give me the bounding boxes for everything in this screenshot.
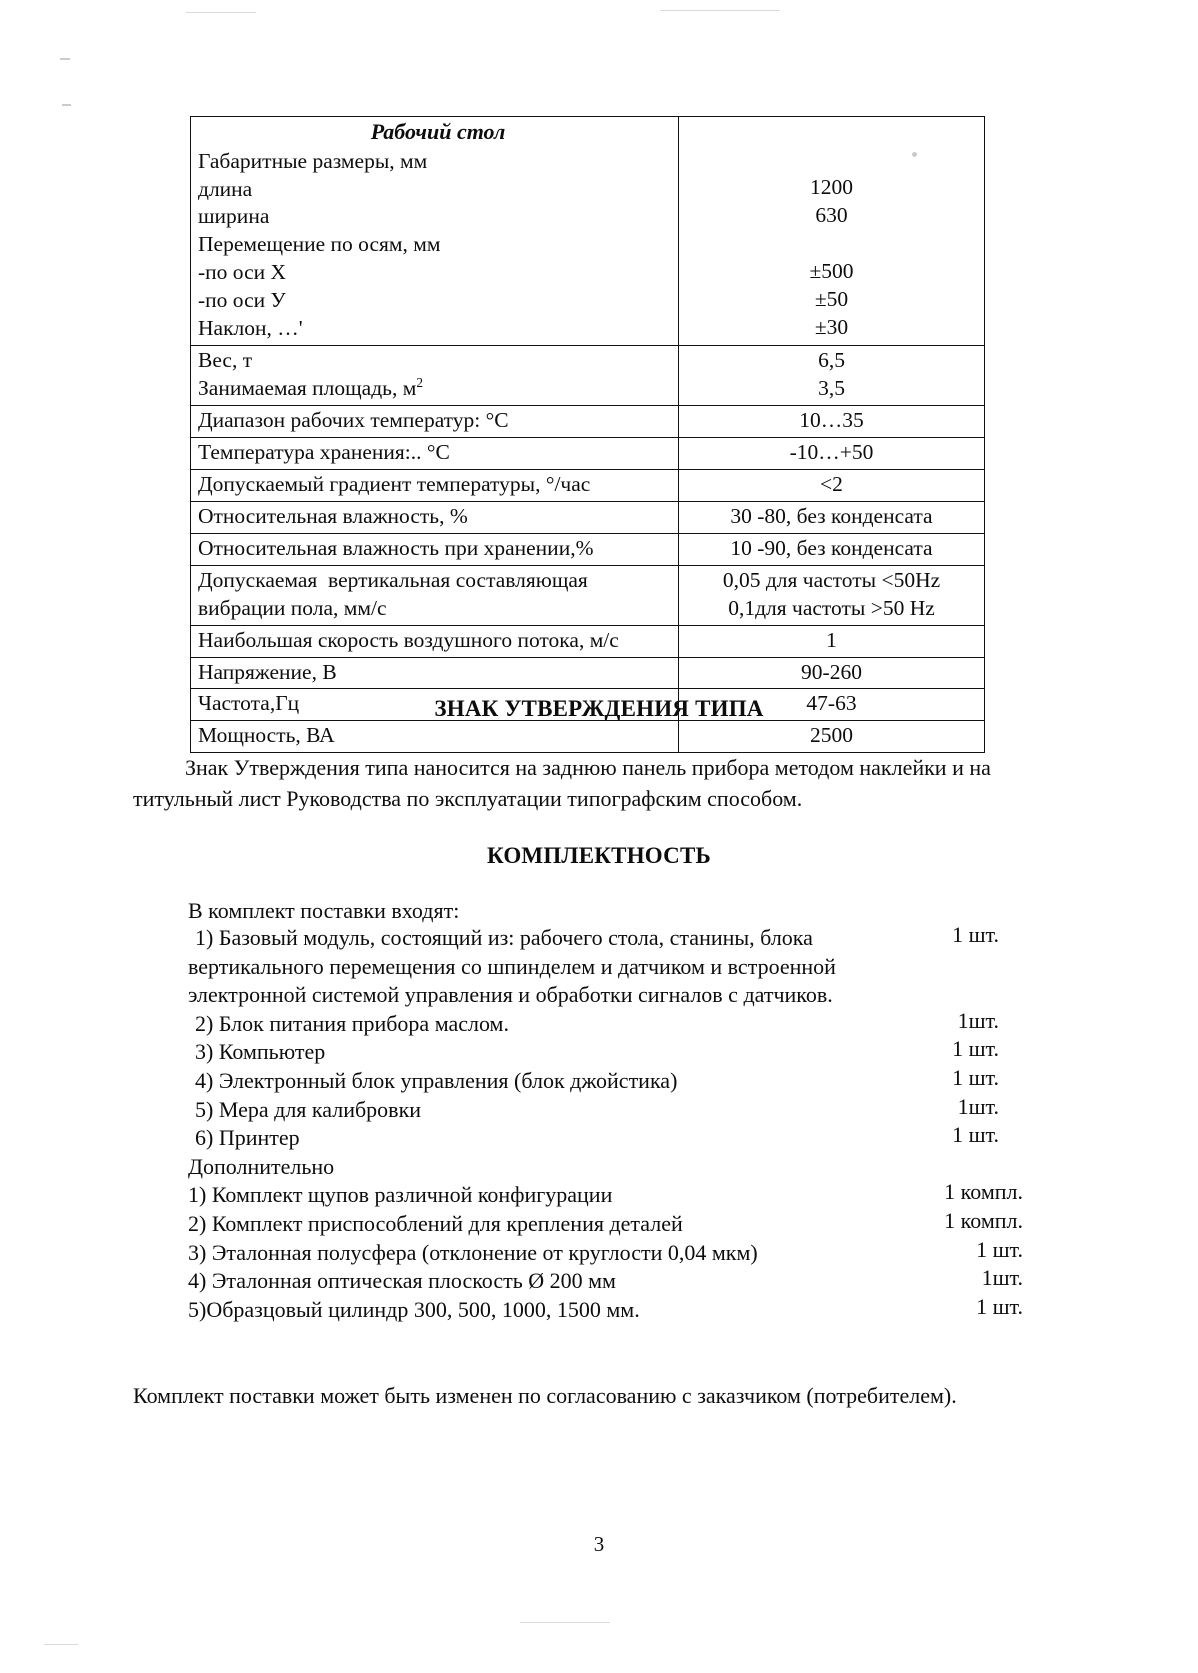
- completeness-intro: В комплект поставки входят:: [188, 898, 460, 923]
- table-label-line: Габаритные размеры, мм: [198, 148, 428, 173]
- table-cell-label: [191, 117, 679, 346]
- table-label-line: Наклон, …': [198, 316, 303, 341]
- list-item-quantity: 1шт.: [981, 1265, 1023, 1291]
- completeness-additional-title: Дополнительно: [188, 1153, 335, 1179]
- table-row: [191, 565, 985, 625]
- table-value-line: 3,5: [818, 376, 845, 401]
- list-item-text: [133, 1096, 421, 1125]
- list-item: [133, 1064, 1023, 1096]
- table-row: [191, 406, 985, 438]
- list-item-text: [133, 1296, 640, 1325]
- section-heading-approval-mark: ЗНАК УТВЕРЖДЕНИЯ ТИПА: [434, 696, 764, 721]
- table-cell-value: 1: [679, 625, 985, 657]
- scan-artifact-speck-left-a: [60, 58, 70, 60]
- list-item: [133, 1124, 1023, 1153]
- scan-artifact-top-line: [660, 10, 780, 11]
- list-item-line: электронной системой управления и обработки сигналов с датчиков.: [188, 982, 833, 1008]
- table-row: [191, 437, 985, 469]
- table-value-line: 630: [815, 202, 848, 227]
- list-item-text: [133, 1239, 758, 1268]
- list-item-line: 3) Компьютер: [195, 1039, 326, 1065]
- table-value-line: ±50: [814, 286, 849, 311]
- list-item-quantity: 1 шт.: [952, 1064, 999, 1090]
- table-group-title: Рабочий стол: [370, 119, 506, 144]
- table-label-line: Вес, т: [198, 348, 253, 373]
- table-label-line: -по оси У: [198, 288, 286, 313]
- list-item-line: 1) Комплект щупов различной конфигурации: [188, 1182, 613, 1208]
- page-number: 3: [593, 1532, 605, 1556]
- table-row: [191, 346, 985, 406]
- list-item-text: [133, 1181, 612, 1210]
- table-value-line: 6,5: [818, 348, 845, 373]
- list-item: [133, 1267, 1023, 1296]
- list-item-text: [133, 1010, 509, 1039]
- list-item-line: 4) Электронный блок управления (блок джойстика): [195, 1067, 678, 1093]
- list-item: [133, 1181, 1023, 1210]
- list-item-text: [133, 1210, 683, 1239]
- scan-artifact-bottom-dashes: [520, 1622, 610, 1623]
- table-row: [191, 721, 985, 753]
- table-value-line: 1200: [810, 174, 853, 199]
- table-row: [191, 469, 985, 501]
- table-cell-label: Наибольшая скорость воздушного потока, м/с: [191, 625, 679, 657]
- table-row: [191, 501, 985, 533]
- specification-table: [190, 116, 985, 753]
- completeness-list: [133, 900, 1023, 1324]
- table-cell-label: Частота,Гц: [191, 689, 679, 721]
- list-item-quantity: 1 шт.: [952, 922, 999, 947]
- table-cell-value: 10 -90, без конденсата: [679, 533, 985, 565]
- table-value-line: ±500: [809, 258, 854, 283]
- table-cell-label: Мощность, ВА: [191, 721, 679, 753]
- list-item-quantity: 1 шт.: [952, 1122, 999, 1148]
- list-item-line: 4) Эталонная оптическая плоскость Ø 200 мм: [188, 1268, 616, 1294]
- list-item-text: [133, 1038, 325, 1067]
- list-item: [133, 1236, 1023, 1268]
- table-cell-value: 2500: [679, 721, 985, 753]
- scan-artifact-top-dashes: [186, 12, 256, 13]
- table-value-line: ±30: [814, 314, 849, 339]
- table-cell-value: 47-63: [679, 689, 985, 721]
- table-value-line: 0,1для частоты >50 Hz: [728, 595, 935, 620]
- table-cell-value: [679, 346, 985, 406]
- table-label-line: Допускаемая вертикальная составляющая: [198, 567, 588, 592]
- list-item-quantity: 1 шт.: [976, 1293, 1023, 1319]
- table-cell-value: <2: [679, 469, 985, 501]
- table-cell-label: Напряжение, В: [191, 657, 679, 689]
- table-cell-label: Относительная влажность при хранении,%: [191, 533, 679, 565]
- list-item-text: [133, 1267, 616, 1296]
- list-item: [133, 1207, 1023, 1239]
- list-item-line: вертикального перемещения со шпинделем и датчиком и встроенной: [188, 953, 836, 979]
- table-row: [191, 657, 985, 689]
- list-item-quantity: 1шт.: [957, 1093, 999, 1119]
- table-row: [191, 533, 985, 565]
- table-cell-label: Относительная влажность, %: [191, 501, 679, 533]
- list-item-quantity: 1 шт.: [976, 1236, 1023, 1262]
- table-cell-label: Температура хранения:.. °С: [191, 437, 679, 469]
- list-item-quantity: 1 шт.: [952, 1036, 999, 1062]
- list-item: [133, 1038, 1023, 1067]
- scan-artifact-bottom-left: [44, 1644, 78, 1645]
- list-item-text: [133, 953, 836, 1010]
- list-item: [133, 1293, 1023, 1325]
- table-label-line: Перемещение по осям, мм: [198, 232, 441, 257]
- table-label-line: ширина: [198, 204, 270, 229]
- table-value-line: 0,05 для частоты <50Hz: [722, 567, 941, 592]
- list-item-line: 2) Комплект приспособлений для крепления деталей: [188, 1210, 683, 1236]
- list-item: [133, 1007, 1023, 1039]
- section-heading-completeness: КОМПЛЕКТНОСТЬ: [487, 843, 711, 868]
- list-item-line: 1) Базовый модуль, состоящий из: рабочего стола, станины, блока: [195, 925, 813, 950]
- list-item: [133, 924, 1023, 953]
- list-item-line: 3) Эталонная полусфера (отклонение от круглости 0,04 мкм): [188, 1239, 758, 1265]
- table-cell-value: -10…+50: [679, 437, 985, 469]
- table-cell-value: 90-260: [679, 657, 985, 689]
- table-row: [191, 117, 985, 346]
- table-label-line: -по оси Х: [198, 260, 287, 285]
- list-item-text: [133, 924, 813, 953]
- table-row: [191, 625, 985, 657]
- list-item-text: [133, 1124, 300, 1153]
- list-item-quantity: 1 компл.: [944, 1207, 1023, 1233]
- list-item-line: 6) Принтер: [195, 1125, 300, 1151]
- list-item-line: 5) Мера для калибровки: [195, 1096, 422, 1122]
- table-cell-label: Допускаемый градиент температуры, °/час: [191, 469, 679, 501]
- list-item-line: 2) Блок питания прибора маслом.: [195, 1010, 509, 1036]
- list-item-continuation: [133, 953, 1023, 1010]
- specification-table-body: [191, 117, 985, 753]
- table-cell-label: [191, 346, 679, 406]
- list-item-quantity: 1шт.: [957, 1007, 999, 1033]
- table-cell-value: 10…35: [679, 406, 985, 438]
- list-item-quantity: 1 компл.: [944, 1179, 1023, 1205]
- list-item: [133, 1093, 1023, 1125]
- superscript-two: 2: [416, 374, 423, 390]
- table-cell-value: [679, 565, 985, 625]
- scan-artifact-speck-left-b: [62, 104, 71, 106]
- list-item-text: [133, 1067, 677, 1096]
- paragraph-approval-mark: Знак Утверждения типа наносится на заднюю панель прибора методом наклейки и на титульный лист Руководства по эксплуатации типографским способом.: [133, 755, 991, 812]
- table-cell-value: [679, 117, 985, 346]
- table-label-line: длина: [198, 176, 253, 201]
- list-item-line: 5)Образцовый цилиндр 300, 500, 1000, 1500 мм.: [188, 1296, 640, 1322]
- paragraph-closing-note: Комплект поставки может быть изменен по согласованию с заказчиком (потребителем).: [133, 1383, 957, 1408]
- table-cell-value: 30 -80, без конденсата: [679, 501, 985, 533]
- table-cell-label: [191, 565, 679, 625]
- table-label-line: вибрации пола, мм/с: [198, 595, 387, 620]
- table-label-line-area: Занимаемая площадь, $м^2$: [198, 374, 423, 401]
- table-cell-label: Диапазон рабочих температур: °С: [191, 406, 679, 438]
